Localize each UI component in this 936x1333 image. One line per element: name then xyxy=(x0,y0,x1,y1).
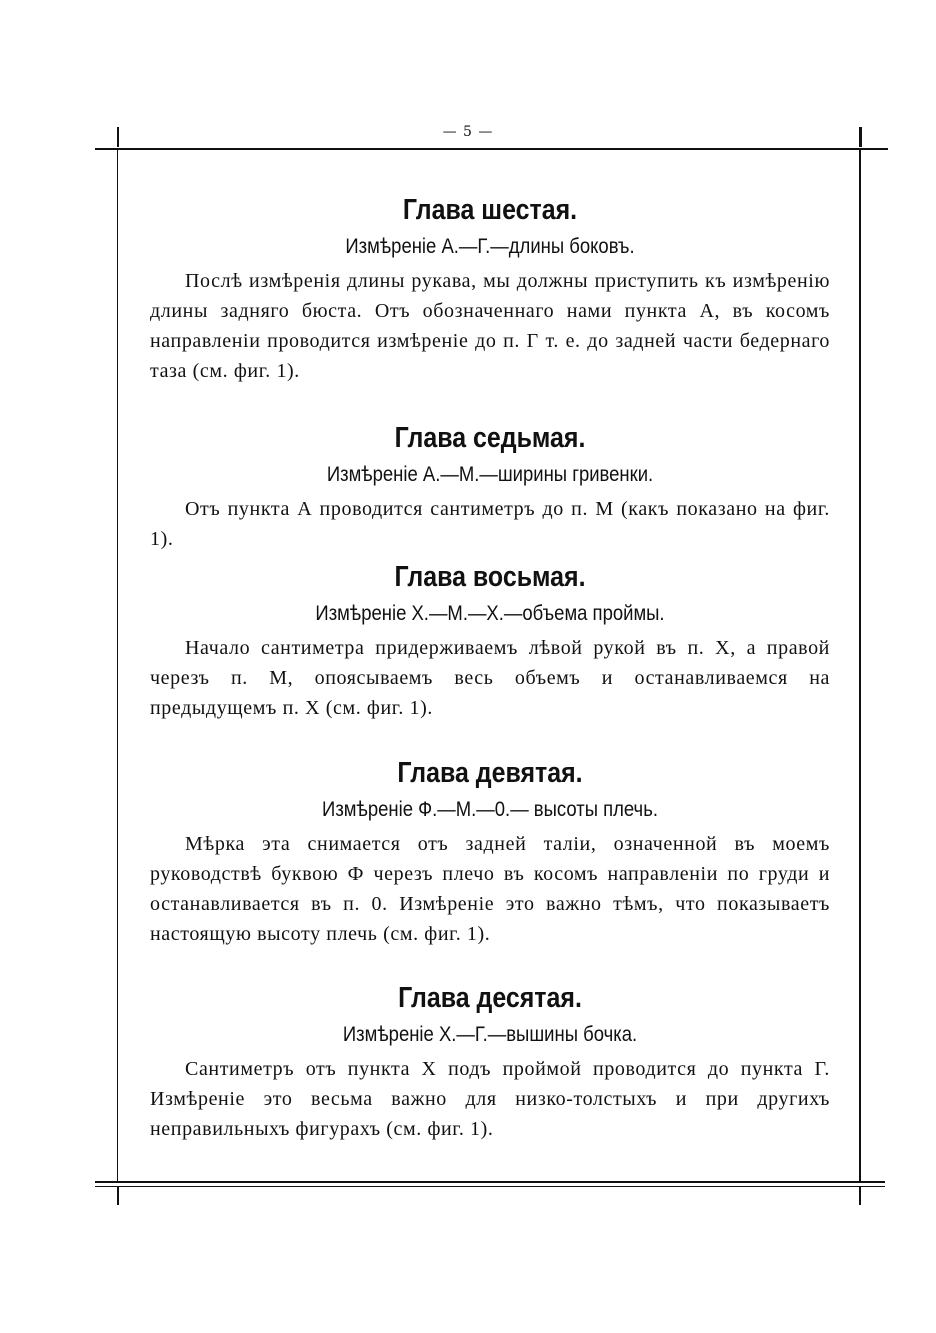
chapter-body: Мѣрка эта снимается отъ задней таліи, означенной въ моемъ руководствѣ буквою Ф черезъ плечо въ косомъ направленіи по груди и останавливается въ п. 0. Измѣреніе это важно тѣмъ, что показываетъ настоящую высоту плечь (см. фиг. 1). xyxy=(150,833,830,945)
chapter-subtitle: Измѣреніе Ф.—М.—0.— высоты плечь. xyxy=(322,798,658,821)
chapter-six xyxy=(150,190,830,386)
chapter-body: Сантиметръ отъ пункта Х подъ проймой проводится до пункта Г. Измѣреніе это весьма важно для низко-толстыхъ и при другихъ неправильныхъ фигурахъ (см. фиг. 1). xyxy=(150,1058,830,1140)
chapter-nine xyxy=(150,753,830,949)
chapter-ten xyxy=(150,978,830,1144)
chapter-body: Отъ пункта А проводится сантиметръ до п. М (какъ показано на фиг. 1). xyxy=(150,498,830,550)
chapter-body: Послѣ измѣренія длины рукава, мы должны приступить къ измѣренію длины задняго бюста. Отъ обозначеннаго нами пункта А, въ косомъ направленіи проводится измѣреніе до п. Г т. е. до задней части бедернаго таза (см. фиг. 1). xyxy=(150,270,830,382)
bottom-left-tick xyxy=(117,1187,119,1205)
top-rule xyxy=(95,148,888,150)
chapter-title: Глава седьмая. xyxy=(394,422,586,454)
chapter-subtitle: Измѣреніе А.—Г.—длины боковъ. xyxy=(345,235,635,258)
bottom-rule-top xyxy=(95,1181,885,1183)
chapter-body: Начало сантиметра придерживаемъ лѣвой рукой въ п. Х, а правой черезъ п. М, опоясываемъ весь объемъ и останавливаемся на предыдущемъ п. Х (см. фиг. 1). xyxy=(150,637,830,719)
right-border xyxy=(859,150,861,1182)
page-number: — 5 — xyxy=(442,124,494,140)
chapter-subtitle: Измѣреніе Х.—М.—Х.—объема проймы. xyxy=(315,602,665,625)
bottom-rule-bottom xyxy=(95,1186,885,1187)
chapter-title: Глава восьмая. xyxy=(394,561,586,593)
chapter-eight xyxy=(150,557,830,723)
chapter-title: Глава девятая. xyxy=(397,757,583,789)
left-border xyxy=(117,150,118,1182)
chapter-subtitle: Измѣреніе А.—М.—ширины гривенки. xyxy=(326,463,654,486)
chapter-title: Глава шестая. xyxy=(402,194,578,226)
chapter-subtitle: Измѣреніе Х.—Г.—вышины бочка. xyxy=(342,1023,638,1046)
bottom-right-tick xyxy=(859,1187,861,1205)
chapter-seven xyxy=(150,418,830,554)
chapter-title: Глава десятая. xyxy=(398,982,582,1014)
